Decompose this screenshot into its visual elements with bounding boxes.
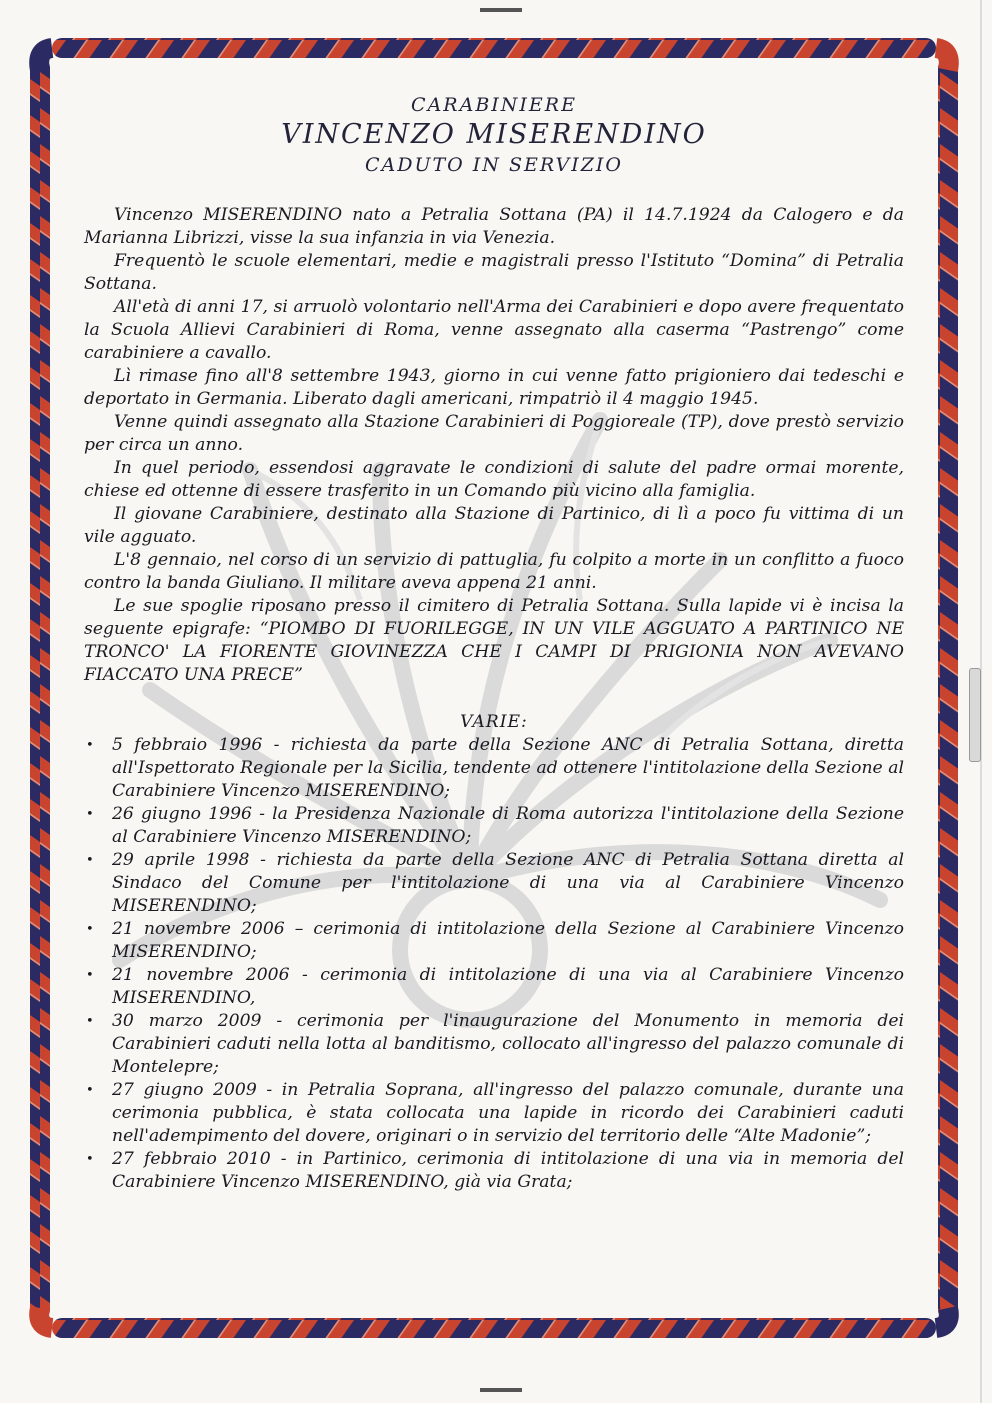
rope-bottom — [52, 1318, 936, 1338]
header-name: VINCENZO MISERENDINO — [281, 119, 707, 150]
varie-heading: VARIE: — [460, 712, 528, 732]
list-item — [84, 918, 904, 964]
list-item-text: 21 novembre 2006 – cerimonia di intitolazione della Sezione al Carabiniere Vincenzo MISERENDINO; — [112, 919, 904, 962]
bullet-icon: • — [86, 853, 94, 868]
biography — [84, 204, 904, 687]
header-subtitle: CADUTO IN SERVIZIO — [365, 154, 623, 176]
bullet-icon: • — [86, 1014, 94, 1029]
list-item-text: 27 febbraio 2010 - in Partinico, cerimonia di intitolazione di una via in memoria del Carabiniere Vincenzo MISERENDINO, già via Grata; — [112, 1149, 904, 1192]
list-item — [84, 849, 904, 918]
document-content — [84, 92, 904, 1194]
paragraph: In quel periodo, essendosi aggravate le condizioni di salute del padre ormai morente, chiese ed ottenne di essere trasferito in un Comando più vicino alla famiglia. — [84, 458, 904, 501]
list-item — [84, 1148, 904, 1194]
list-item — [84, 1010, 904, 1079]
list-item-text: 27 giugno 2009 - in Petralia Soprana, all'ingresso del palazzo comunale, durante una cerimonia pubblica, è stata collocata una lapide in ricordo dei Carabinieri caduti nell'adempimento del dovere, originari o in servizio del territorio delle “Alte Madonie”; — [112, 1080, 904, 1146]
bullet-icon: • — [86, 807, 94, 822]
bullet-icon: • — [86, 738, 94, 753]
rope-right — [938, 58, 958, 1320]
paragraph: Le sue spoglie riposano presso il cimitero di Petralia Sottana. Sulla lapide vi è incisa la seguente epigrafe: “PIOMBO DI FUORILEGGE, IN UN VILE AGGUATO A PARTINICO NE TRONCO' LA FIORENTE GIOVINEZZA CHE I CAMPI DI PRIGIONIA NON AVEVANO FIACCATO UNA PRECE” — [84, 596, 904, 685]
paragraph: All'età di anni 17, si arruolò volontario nell'Arma dei Carabinieri e dopo avere frequentato la Scuola Allievi Carabinieri di Roma, venne assegnato alla caserma “Pastrengo” come carabiniere a cavallo. — [84, 297, 904, 363]
document-header — [84, 92, 904, 178]
list-item — [84, 803, 904, 849]
paragraph: Vincenzo MISERENDINO nato a Petralia Sottana (PA) il 14.7.1924 da Calogero e da Marianna Librizzi, visse la sua infanzia in via Venezia. — [84, 205, 904, 248]
paragraph: Frequentò le scuole elementari, medie e magistrali presso l'Istituto “Domina” di Petralia Sottana. — [84, 251, 904, 294]
header-rank: CARABINIERE — [411, 94, 577, 116]
rope-top — [52, 38, 936, 58]
list-item-text: 29 aprile 1998 - richiesta da parte della Sezione ANC di Petralia Sottana diretta al Sindaco del Comune per l'intitolazione di una via al Carabiniere Vincenzo MISERENDINO; — [112, 850, 904, 916]
list-item — [84, 1079, 904, 1148]
varie-list — [84, 734, 904, 1194]
paragraph: Venne quindi assegnato alla Stazione Carabinieri di Poggioreale (TP), dove prestò servizio per circa un anno. — [84, 412, 904, 455]
list-item — [84, 734, 904, 803]
bullet-icon: • — [86, 1083, 94, 1098]
paragraph: L'8 gennaio, nel corso di un servizio di pattuglia, fu colpito a morte in un conflitto a fuoco contro la banda Giuliano. Il militare aveva appena 21 anni. — [84, 550, 904, 593]
list-item-text: 5 febbraio 1996 - richiesta da parte della Sezione ANC di Petralia Sottana, diretta all'Ispettorato Regionale per la Sicilia, tendente ad ottenere l'intitolazione della Sezione al Carabiniere Vincenzo MISERENDINO; — [112, 735, 904, 801]
paragraph: Lì rimase fino all'8 settembre 1943, giorno in cui venne fatto prigioniero dai tedeschi e deportato in Germania. Liberato dagli americani, rimpatriò il 4 maggio 1945. — [84, 366, 904, 409]
bullet-icon: • — [86, 1152, 94, 1167]
list-item-text: 30 marzo 2009 - cerimonia per l'inaugurazione del Monumento in memoria dei Carabinieri caduti nella lotta al banditismo, collocato all'ingresso del palazzo comunale di Montelepre; — [112, 1011, 904, 1077]
list-item-text: 21 novembre 2006 - cerimonia di intitolazione di una via al Carabiniere Vincenzo MISERENDINO, — [112, 965, 904, 1008]
bullet-icon: • — [86, 968, 94, 983]
list-item-text: 26 giugno 1996 - la Presidenza Nazionale di Roma autorizza l'intitolazione della Sezione al Carabiniere Vincenzo MISERENDINO; — [112, 804, 904, 847]
list-item — [84, 964, 904, 1010]
paragraph: Il giovane Carabiniere, destinato alla Stazione di Partinico, di lì a poco fu vittima di un vile agguato. — [84, 504, 904, 547]
bullet-icon: • — [86, 922, 94, 937]
rope-left — [30, 58, 50, 1320]
